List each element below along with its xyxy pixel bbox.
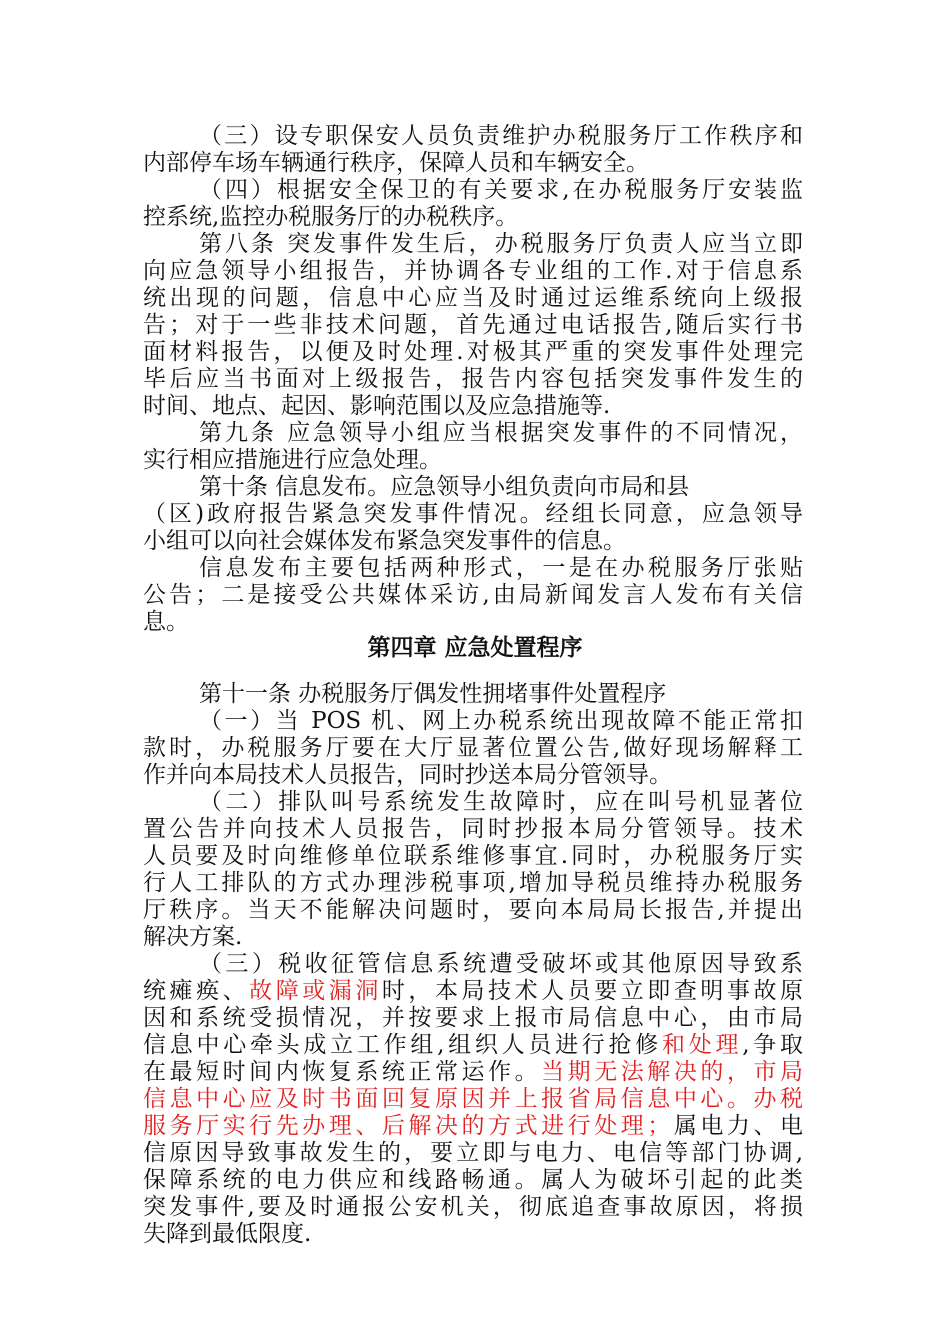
paragraph-line: 面材料报告，以便及时处理.对极其严重的突发事件处理完 [143, 339, 803, 365]
revision-text: 故障或漏洞 [249, 978, 382, 1004]
paragraph-line: 解决方案. [143, 924, 243, 950]
text-run: 信息中心牵头成立工作组,组织人员进行抢修 [143, 1032, 663, 1058]
paragraph-line [143, 978, 803, 1005]
paragraph-line: 保障系统的电力供应和线路畅通。属人为破坏引起的此类 [143, 1167, 803, 1193]
paragraph-line: （四）根据安全保卫的有关要求,在办税服务厅安装监 [199, 177, 803, 203]
revision-text: 服务厅实行先办理、后解决的方式进行处理； [143, 1113, 671, 1139]
paragraph-line: 信原因导致事故发生的，要立即与电力、电信等部门协调, [143, 1140, 803, 1166]
paragraph-line: 第十条 信息发布。应急领导小组负责向市局和县 [199, 474, 690, 500]
paragraph-line: 第九条 应急领导小组应当根据突发事件的不同情况， [199, 420, 803, 446]
paragraph-line [143, 1059, 803, 1086]
paragraph-line: 控系统,监控办税服务厅的办税秩序。 [143, 204, 519, 230]
text-run: 时，本局技术人员要立即查明事故原 [381, 978, 804, 1004]
paragraph-line: 置公告并向技术人员报告，同时抄报本局分管领导。技术 [143, 816, 803, 842]
text-run: 在最短时间内恢复系统正常运作。 [143, 1059, 542, 1085]
revision-text: 当期无法解决的，市局 [541, 1059, 804, 1085]
paragraph-line: 作并向本局技术人员报告，同时抄送本局分管领导。 [143, 762, 672, 788]
paragraph-line: 息。 [143, 609, 189, 635]
paragraph-line: 内部停车场车辆通行秩序，保障人员和车辆安全。 [143, 150, 649, 176]
paragraph-line: 第八条 突发事件发生后，办税服务厅负责人应当立即 [199, 231, 803, 257]
paragraph-line [143, 1113, 803, 1140]
paragraph-line: 款时，办税服务厅要在大厅显著位置公告,做好现场解释工 [143, 735, 803, 761]
revision-text: 和处理 [662, 1032, 743, 1058]
paragraph-line: 行人工排队的方式办理涉税事项,增加导税员维持办税服务 [143, 870, 803, 896]
paragraph-line: （三）设专职保安人员负责维护办税服务厅工作秩序和 [199, 123, 803, 149]
paragraph-line: 向应急领导小组报告，并协调各专业组的工作.对于信息系 [143, 258, 803, 284]
paragraph-line: 公告；二是接受公共媒体采访,由局新闻发言人发布有关信 [143, 582, 803, 608]
paragraph-line: 信息发布主要包括两种形式，一是在办税服务厅张贴 [199, 555, 803, 581]
paragraph-line: （区)政府报告紧急突发事件情况。经组长同意，应急领导 [143, 501, 803, 527]
chapter-heading: 第四章 应急处置程序 [367, 635, 583, 661]
text-run: 属电力、电 [670, 1113, 804, 1139]
paragraph-line: 突发事件,要及时通报公安机关，彻底追查事故原因，将损 [143, 1194, 803, 1220]
text-run: 统瘫痪、 [143, 978, 250, 1004]
paragraph-line: 人员要及时向维修单位联系维修事宜.同时，办税服务厅实 [143, 843, 803, 869]
paragraph-line: 失降到最低限度. [143, 1221, 312, 1247]
paragraph-line: （三）税收征管信息系统遭受破坏或其他原因导致系 [199, 951, 803, 977]
paragraph-line: 厅秩序。当天不能解决问题时，要向本局局长报告,并提出 [143, 897, 803, 923]
paragraph-line: （一）当 POS 机、网上办税系统出现故障不能正常扣 [199, 708, 803, 734]
paragraph-line: 因和系统受损情况，并按要求上报市局信息中心，由市局 [143, 1005, 803, 1031]
paragraph-line: 实行相应措施进行应急处理。 [143, 447, 442, 473]
paragraph-line: 第十一条 办税服务厅偶发性拥堵事件处置程序 [199, 681, 667, 707]
paragraph-line: 小组可以向社会媒体发布紧急突发事件的信息。 [143, 528, 626, 554]
paragraph-line: 告；对于一些非技术问题，首先通过电话报告,随后实行书 [143, 312, 803, 338]
paragraph-line: 时间、地点、起因、影响范围以及应急措施等. [143, 393, 611, 419]
text-run: ,争取 [742, 1032, 804, 1058]
paragraph-line: （二）排队叫号系统发生故障时，应在叫号机显著位 [199, 789, 803, 815]
revision-line: 信息中心应及时书面回复原因并上报省局信息中心。办税 [143, 1086, 803, 1112]
paragraph-line: 毕后应当书面对上级报告，报告内容包括突发事件发生的 [143, 366, 803, 392]
paragraph-line [143, 1032, 803, 1059]
paragraph-line: 统出现的问题，信息中心应当及时通过运维系统向上级报 [143, 285, 803, 311]
